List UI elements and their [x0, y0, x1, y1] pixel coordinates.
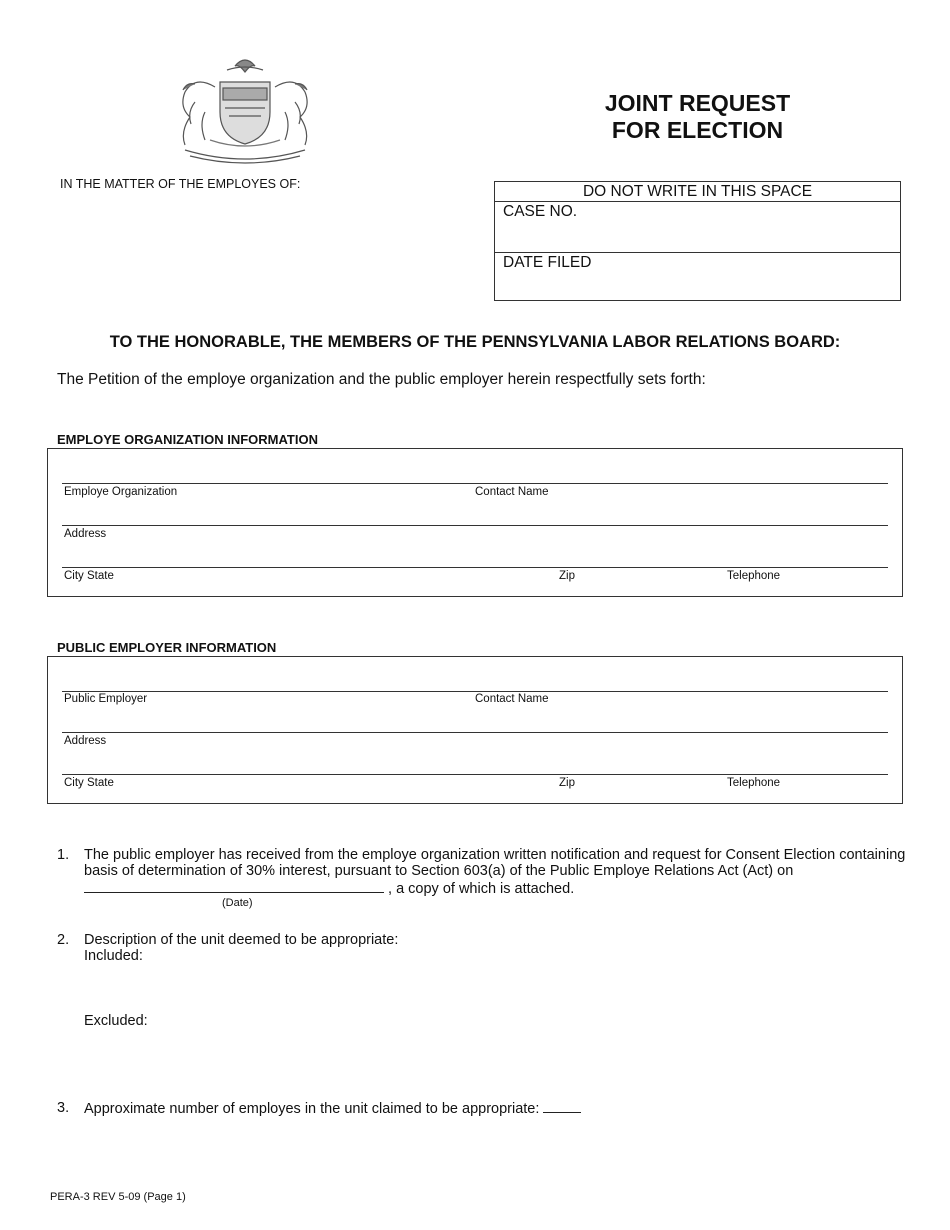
form-title — [560, 90, 835, 144]
employe-org-city-state-label: City State — [64, 570, 114, 582]
title-line-1: JOINT REQUEST — [604, 90, 791, 116]
public-employer-label: Public Employer — [64, 693, 148, 705]
employe-org-section-title: EMPLOYE ORGANIZATION INFORMATION — [57, 432, 318, 447]
item-3 — [57, 1100, 657, 1120]
item-1-date-field[interactable] — [84, 879, 384, 893]
item-1-line-3: , a copy of which is attached. — [388, 881, 575, 897]
form-id-footer: PERA-3 REV 5-09 (Page 1) — [50, 1191, 186, 1203]
public-employer-name-line[interactable] — [62, 691, 888, 692]
salutation: TO THE HONORABLE, THE MEMBERS OF THE PENNSYLVANIA LABOR RELATIONS BOARD: — [109, 333, 841, 351]
item-2-line-1: Description of the unit deemed to be appropriate: — [84, 932, 399, 948]
employe-org-address-line[interactable] — [62, 525, 888, 526]
item-1-line-1: The public employer has received from the employe organization written notification and request for Consent Election containing — [84, 847, 906, 863]
public-employer-address-label: Address — [64, 735, 107, 747]
public-employer-address-line[interactable] — [62, 732, 888, 733]
public-employer-telephone-label: Telephone — [727, 777, 781, 789]
item-1-date-label: (Date) — [222, 897, 253, 909]
public-employer-section-title: PUBLIC EMPLOYER INFORMATION — [57, 640, 277, 655]
date-filed-field[interactable] — [495, 252, 900, 302]
public-employer-city-line[interactable] — [62, 774, 888, 775]
title-line-2: FOR ELECTION — [611, 117, 784, 143]
matter-label: IN THE MATTER OF THE EMPLOYES OF: — [60, 177, 301, 191]
public-employer-contact-label: Contact Name — [475, 693, 549, 705]
item-1 — [57, 847, 917, 907]
employe-org-zip-label: Zip — [559, 570, 575, 582]
intro-text: The Petition of the employe organization and the public employer herein respectfully sets forth: — [57, 371, 706, 388]
employe-org-telephone-label: Telephone — [727, 570, 781, 582]
case-no-field[interactable] — [495, 202, 900, 252]
public-employer-box — [47, 656, 903, 804]
item-3-number: 3. — [57, 1100, 70, 1116]
case-no-label: CASE NO. — [503, 203, 578, 220]
employe-org-label: Employe Organization — [64, 486, 178, 498]
item-1-number: 1. — [57, 847, 70, 863]
item-2-excluded-label: Excluded: — [84, 1013, 148, 1029]
public-employer-city-state-label: City State — [64, 777, 114, 789]
employe-org-contact-label: Contact Name — [475, 486, 549, 498]
item-2 — [57, 932, 657, 1032]
office-use-box — [494, 181, 901, 301]
item-3-count-field[interactable] — [543, 1100, 581, 1113]
item-2-number: 2. — [57, 932, 70, 948]
item-2-included-label: Included: — [84, 948, 143, 964]
pennsylvania-seal-icon — [165, 52, 325, 167]
item-3-text: Approximate number of employes in the unit claimed to be appropriate: — [84, 1101, 540, 1117]
public-employer-zip-label: Zip — [559, 777, 575, 789]
date-filed-label: DATE FILED — [503, 254, 592, 271]
employe-org-name-line[interactable] — [62, 483, 888, 484]
employe-org-city-line[interactable] — [62, 567, 888, 568]
item-1-line-2: basis of determination of 30% interest, pursuant to Section 603(a) of the Public Employe Relations Act (Act) on — [84, 863, 794, 879]
employe-org-address-label: Address — [64, 528, 107, 540]
office-use-header: DO NOT WRITE IN THIS SPACE — [495, 182, 900, 202]
employe-org-box — [47, 448, 903, 597]
